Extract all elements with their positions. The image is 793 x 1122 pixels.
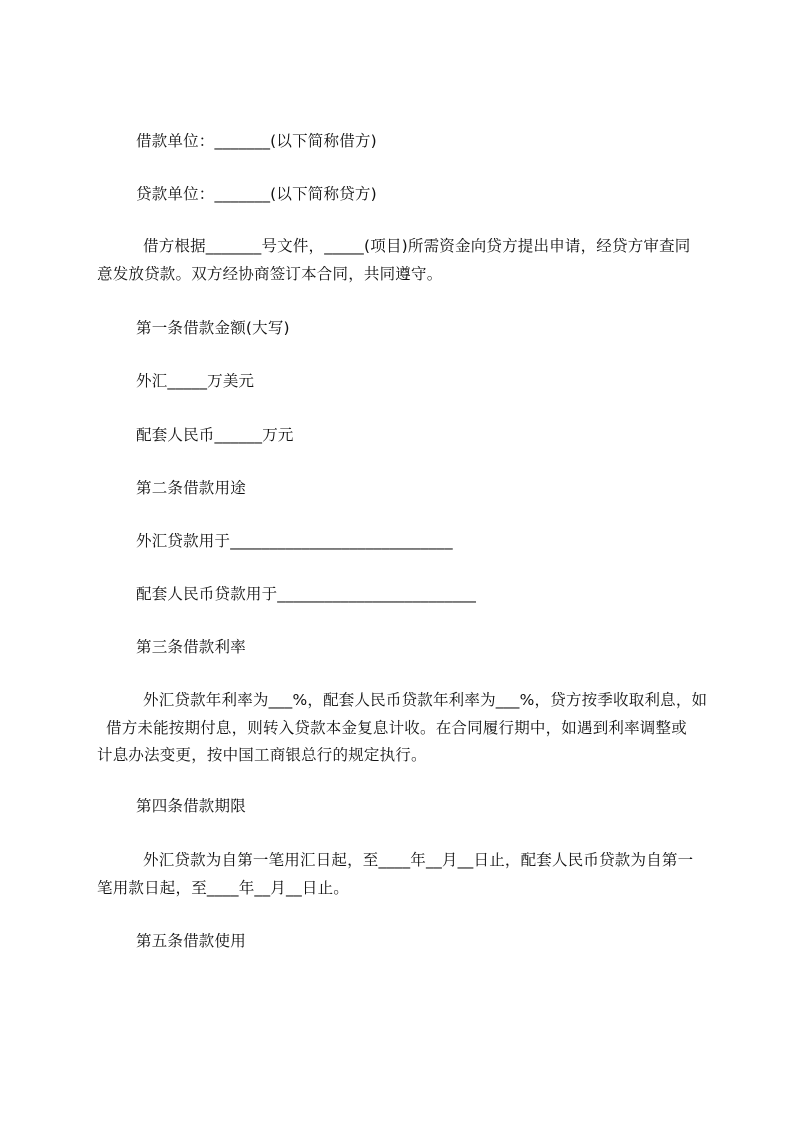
article-3-line-3: 计息办法变更，按中国工商银总行的规定执行。	[97, 746, 427, 764]
intro-paragraph-line-1: 借方根据_______号文件，_____(项目)所需资金向贷方提出申请，经贷方审查同	[143, 237, 691, 255]
article-5-title: 第五条借款使用	[136, 932, 246, 950]
article-4-line-2: 笔用款日起，至____年__月__日止。	[97, 879, 350, 897]
article-4-title: 第四条借款期限	[136, 797, 246, 815]
article-4-line-1: 外汇贷款为自第一笔用汇日起，至____年__月__日止，配套人民币贷款为自第一	[143, 851, 694, 869]
intro-paragraph-line-2: 意发放贷款。双方经协商签订本合同，共同遵守。	[97, 265, 443, 283]
article-1-title: 第一条借款金额(大写)	[136, 319, 290, 337]
article-3-title: 第三条借款利率	[136, 638, 246, 656]
article-1-rmb-amount: 配套人民币______万元	[136, 426, 294, 444]
article-2-rmb-purpose: 配套人民币贷款用于_________________________	[136, 585, 477, 603]
article-3-line-2: 借方未能按期付息，则转入贷款本金复息计收。在合同履行期中，如遇到利率调整或	[106, 719, 687, 737]
article-2-title: 第二条借款用途	[136, 479, 246, 497]
article-1-forex-amount: 外汇_____万美元	[136, 372, 255, 390]
lender-line: 贷款单位：_______(以下简称贷方)	[136, 185, 377, 203]
borrower-line: 借款单位：_______(以下简称借方)	[136, 132, 377, 150]
article-2-forex-purpose: 外汇贷款用于____________________________	[136, 532, 453, 550]
article-3-line-1: 外汇贷款年利率为___%，配套人民币贷款年利率为___%，贷方按季收取利息，如	[143, 691, 708, 709]
